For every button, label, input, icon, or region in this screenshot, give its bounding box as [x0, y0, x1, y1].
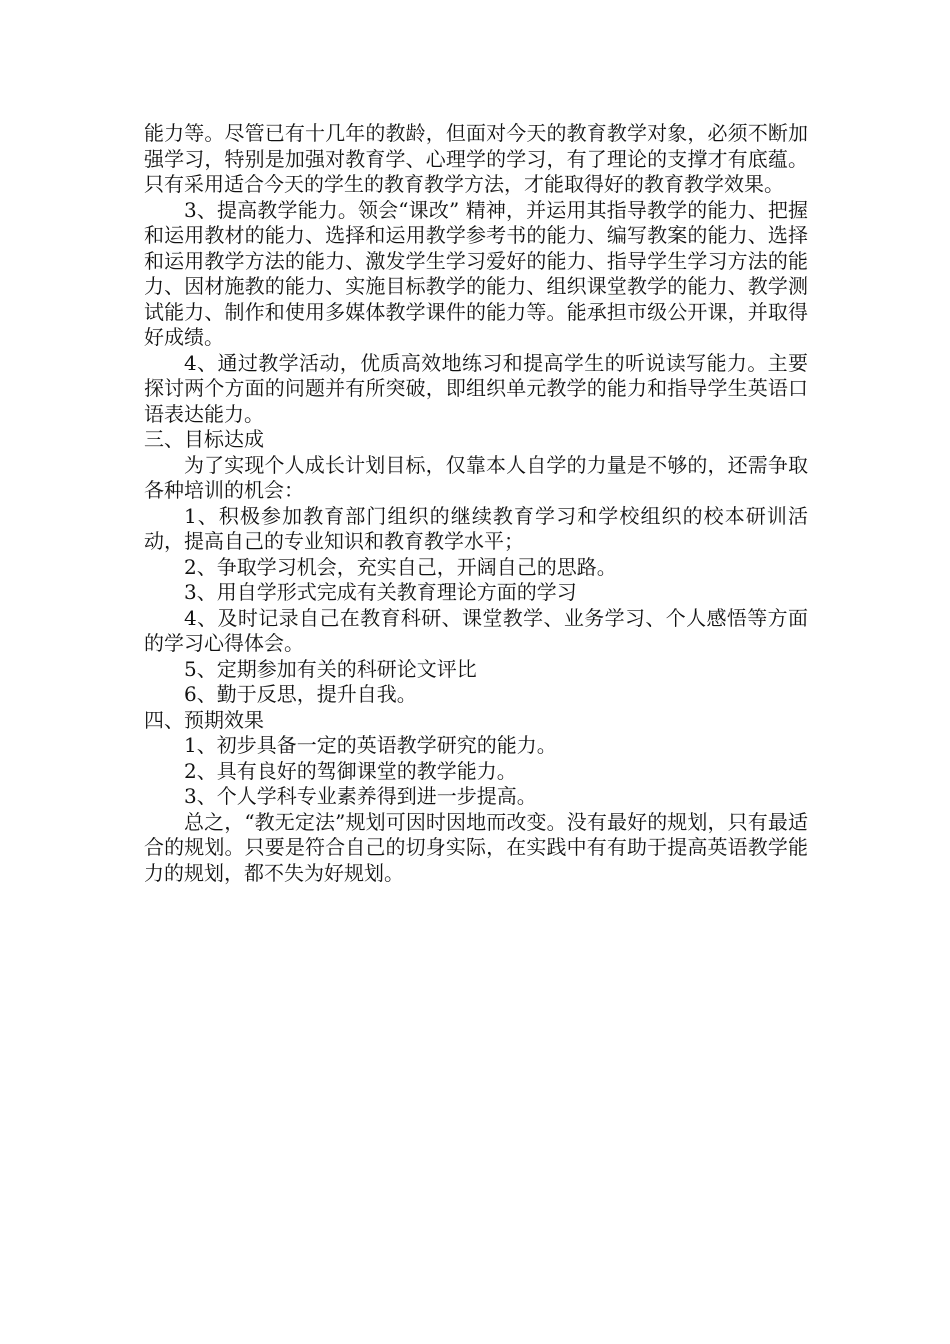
paragraph-training-intro: 为了实现个人成长计划目标，仅靠本人自学的力量是不够的，还需争取各种培训的机会： [144, 452, 808, 502]
paragraph-conclusion: 总之，“教无定法”规划可因时因地而改变。没有最好的规划，只有最适合的规划。只要是符合自己的切身实际，在实践中有有助于提高英语教学能力的规划，都不失为好规划。 [144, 809, 808, 885]
paragraph-continuation: 能力等。尽管已有十几年的教龄，但面对今天的教育教学对象，必须不断加强学习，特别是加强对教育学、心理学的学习，有了理论的支撑才有底蕴。只有采用适合今天的学生的教育教学方法，才能取得好的教育教学效果。 [144, 121, 808, 196]
section-heading-goal-achievement: 三、目标达成 [144, 427, 264, 451]
paragraph-item-4-teaching-activities: 4、通过教学活动，优质高效地练习和提高学生的听说读写能力。主要探讨两个方面的问题并有所突破，即组织单元教学的能力和指导学生英语口语表达能力。 [144, 350, 808, 426]
paragraph-goal-5: 5、定期参加有关的科研论文评比 [184, 656, 477, 681]
paragraph-goal-3: 3、用自学形式完成有关教育理论方面的学习 [184, 580, 577, 604]
paragraph-goal-1: 1、积极参加教育部门组织的继续教育学习和学校组织的校本研训活动，提高自己的专业知识和教育教学水平； [144, 503, 808, 553]
paragraph-result-2: 2、具有良好的驾御课堂的教学能力。 [184, 758, 517, 783]
paragraph-goal-6: 6、勤于反思，提升自我。 [184, 682, 417, 706]
paragraph-result-1: 1、初步具备一定的英语教学研究的能力。 [184, 733, 557, 757]
document-body [144, 121, 808, 886]
paragraph-goal-4: 4、及时记录自己在教育科研、课堂教学、业务学习、个人感悟等方面的学习心得体会。 [144, 605, 808, 655]
paragraph-result-3: 3、个人学科专业素养得到进一步提高。 [184, 784, 537, 808]
paragraph-item-3-teaching-ability: 3、提高教学能力。领会“课改” 精神，并运用其指导教学的能力、把握和运用教材的能力、选择和运用教学参考书的能力、编写教案的能力、选择和运用教学方法的能力、激发学生学习爱好的能力、指导学生学习方法的能力、因材施教的能力、实施目标教学的能力、组织课堂教学的能力、教学测试能力、制作和使用多媒体教学课件的能力等。能承担市级公开课，并取得好成绩。 [144, 197, 808, 349]
paragraph-goal-2: 2、争取学习机会，充实自己，开阔自己的思路。 [184, 554, 617, 579]
section-heading-expected-results: 四、预期效果 [144, 707, 264, 732]
